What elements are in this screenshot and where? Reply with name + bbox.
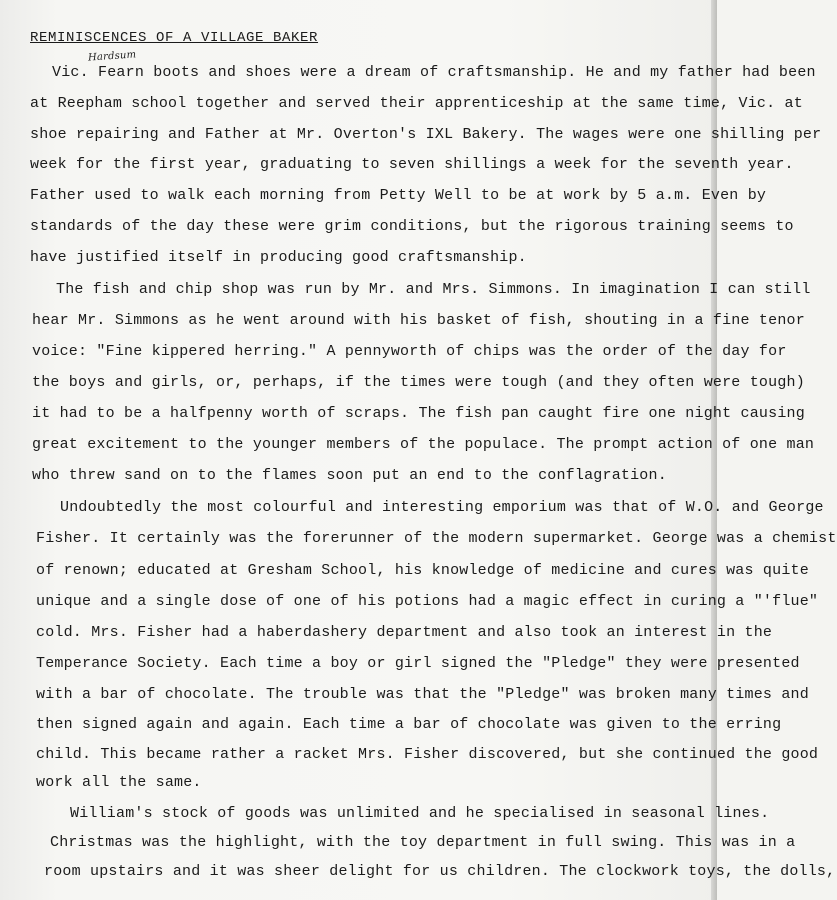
handwritten-insertion: Hardsum [87, 49, 137, 64]
text-line: it had to be a halfpenny worth of scraps. The fish pan caught fire one night causing [32, 405, 805, 422]
text-line: at Reepham school together and served their apprenticeship at the same time, Vic. at [30, 95, 803, 112]
text-line: who threw sand on to the flames soon put an end to the conflagration. [32, 467, 667, 484]
text-line: hear Mr. Simmons as he went around with his basket of fish, shouting in a fine tenor [32, 312, 805, 329]
text-line: Father used to walk each morning from Petty Well to be at work by 5 a.m. Even by [30, 187, 767, 204]
text-line: week for the first year, graduating to seven shillings a week for the seventh year. [30, 156, 794, 173]
text-line: William's stock of goods was unlimited and he specialised in seasonal lines. [70, 805, 770, 822]
text-line: have justified itself in producing good craftsmanship. [30, 249, 527, 266]
text-line: Vic. Fearn boots and shoes were a dream of craftsmanship. He and my father had been [52, 64, 816, 81]
text-line: child. This became rather a racket Mrs. Fisher discovered, but she continued the good [36, 746, 819, 763]
text-line: shoe repairing and Father at Mr. Overton's IXL Bakery. The wages were one shilling per [30, 126, 822, 143]
text-line: Undoubtedly the most colourful and interesting emporium was that of W.O. and George [60, 499, 824, 516]
text-line: unique and a single dose of one of his potions had a magic effect in curing a "'flue" [36, 593, 819, 610]
text-line: the boys and girls, or, perhaps, if the times were tough (and they often were tough) [32, 374, 805, 391]
document-title: REMINISCENCES OF A VILLAGE BAKER [30, 30, 319, 46]
text-line: room upstairs and it was sheer delight for us children. The clockwork toys, the dolls, [44, 863, 836, 880]
text-line: standards of the day these were grim conditions, but the rigorous training seems to [30, 218, 794, 235]
text-line: cold. Mrs. Fisher had a haberdashery department and also took an interest in the [36, 624, 773, 641]
text-line: Temperance Society. Each time a boy or girl signed the "Pledge" they were presented [36, 655, 800, 672]
text-line: The fish and chip shop was run by Mr. and Mrs. Simmons. In imagination I can still [56, 281, 811, 298]
text-line: Fisher. It certainly was the forerunner of the modern supermarket. George was a chemist [36, 530, 837, 547]
text-line: Christmas was the highlight, with the toy department in full swing. This was in a [50, 834, 796, 851]
text-line: work all the same. [36, 774, 202, 791]
text-line: great excitement to the younger members of the populace. The prompt action of one man [32, 436, 815, 453]
text-line: of renown; educated at Gresham School, his knowledge of medicine and cures was quite [36, 562, 809, 579]
text-line: voice: "Fine kippered herring." A pennyworth of chips was the order of the day for [32, 343, 787, 360]
text-line: then signed again and again. Each time a bar of chocolate was given to the erring [36, 716, 782, 733]
text-line: with a bar of chocolate. The trouble was that the "Pledge" was broken many times and [36, 686, 809, 703]
